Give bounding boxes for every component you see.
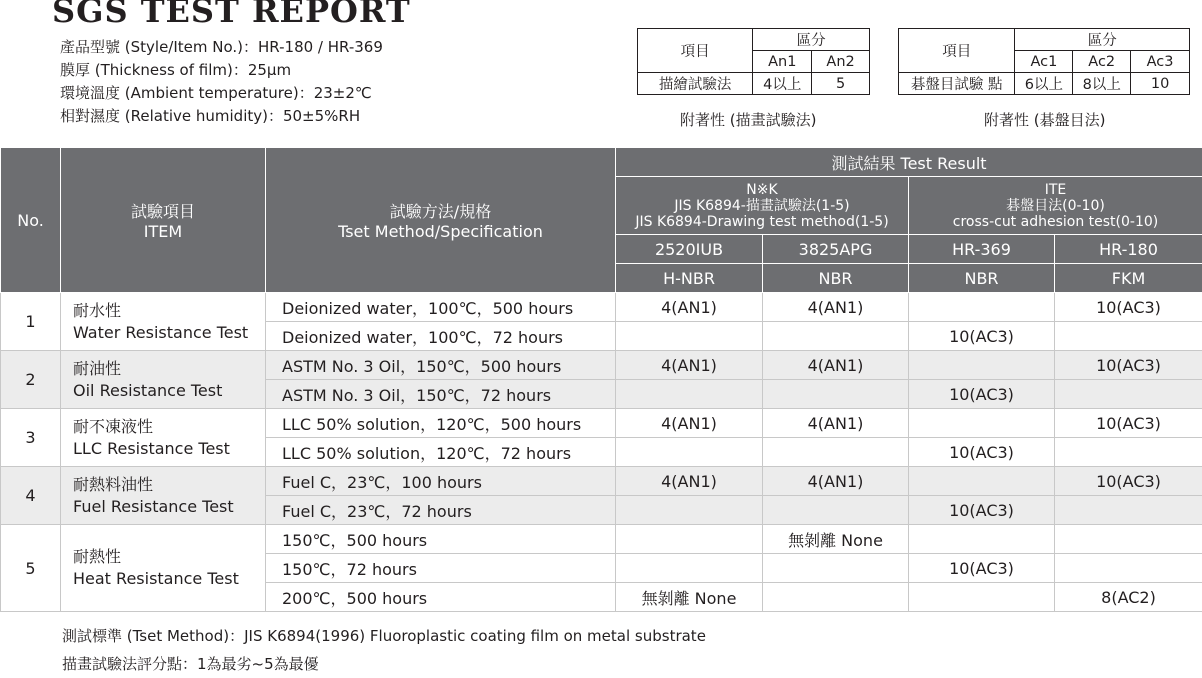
info-thickness: 膜厚 (Thickness of film)：25μm (60, 59, 383, 82)
result-cell (909, 467, 1055, 496)
result-cell (1055, 380, 1202, 409)
header-method-en: Tset Method/Specification (266, 222, 615, 241)
group1-line2: JIS K6894-描畫試驗法(1-5) (616, 198, 908, 214)
test-method: LLC 50% solution，120℃，500 hours (266, 409, 616, 438)
result-cell: 4(AN1) (616, 467, 763, 496)
result-cell (763, 322, 909, 351)
test-item (61, 293, 266, 351)
result-cell (763, 496, 909, 525)
result-cell (616, 322, 763, 351)
mini2-row-label: 碁盤目試驗 點 (899, 73, 1015, 95)
header-no: No. (1, 148, 61, 293)
result-cell: 10(AC3) (1055, 467, 1202, 496)
result-cell: 4(AN1) (763, 409, 909, 438)
result-cell: 無剝離 None (616, 583, 763, 612)
test-item-en: Water Resistance Test (73, 322, 265, 344)
test-item-zh: 耐不凍液性 (73, 416, 265, 438)
test-item (61, 351, 266, 409)
product-info (60, 36, 383, 128)
group2-line3: cross-cut adhesion test(0-10) (909, 214, 1202, 230)
result-cell (909, 583, 1055, 612)
header-drawing-method-group (616, 177, 909, 235)
result-cell (763, 438, 909, 467)
result-cell: 4(AN1) (616, 293, 763, 322)
result-cell: 10(AC3) (909, 554, 1055, 583)
result-cell (1055, 525, 1202, 554)
mini2-value-ac1: 6以上 (1015, 73, 1073, 95)
test-item (61, 467, 266, 525)
result-cell (1055, 438, 1202, 467)
result-cell (616, 496, 763, 525)
info-humidity: 相對濕度 (Relative humidity)：50±5%RH (60, 105, 383, 128)
header-test-result: 測試結果 Test Result (616, 148, 1202, 177)
row-number: 1 (1, 293, 61, 351)
report-title: SGS TEST REPORT (52, 0, 411, 30)
info-style: 產品型號 (Style/Item No.)：HR-180 / HR-369 (60, 36, 383, 59)
result-cell: 10(AC3) (909, 496, 1055, 525)
header-material-1: H-NBR (616, 264, 763, 293)
result-cell: 10(AC3) (1055, 293, 1202, 322)
mini2-caption: 附著性 (碁盤目法) (984, 109, 1105, 130)
result-cell (763, 380, 909, 409)
result-cell (616, 525, 763, 554)
result-cell: 4(AN1) (763, 293, 909, 322)
result-cell (1055, 496, 1202, 525)
mini2-item-header: 項目 (899, 29, 1015, 73)
result-cell (763, 583, 909, 612)
crosscut-grade-table (898, 28, 1190, 95)
row-number: 2 (1, 351, 61, 409)
result-cell: 4(AN1) (616, 351, 763, 380)
mini1-col-an2: An2 (812, 51, 870, 73)
test-method: Deionized water，100℃，72 hours (266, 322, 616, 351)
test-item-zh: 耐油性 (73, 358, 265, 380)
result-cell: 4(AN1) (763, 467, 909, 496)
mini2-group-header: 區分 (1015, 29, 1190, 51)
test-method: 150℃，500 hours (266, 525, 616, 554)
result-cell: 10(AC3) (909, 380, 1055, 409)
mini2-col-ac3: Ac3 (1131, 51, 1190, 73)
mini1-caption: 附著性 (描畫試驗法) (680, 109, 816, 130)
mini1-group-header: 區分 (753, 29, 870, 51)
header-material-3: NBR (909, 264, 1055, 293)
mini1-item-header: 項目 (638, 29, 753, 73)
group1-line3: JIS K6894-Drawing test method(1-5) (616, 214, 908, 230)
result-cell (1055, 322, 1202, 351)
test-method: ASTM No. 3 Oil，150℃，72 hours (266, 380, 616, 409)
result-cell: 10(AC3) (909, 438, 1055, 467)
result-cell: 無剝離 None (763, 525, 909, 554)
result-cell: 4(AN1) (763, 351, 909, 380)
test-method: 200℃，500 hours (266, 583, 616, 612)
drawing-grade-table (637, 28, 870, 95)
header-product-hr180: HR-180 (1055, 235, 1202, 264)
header-material-2: NBR (763, 264, 909, 293)
result-cell (909, 525, 1055, 554)
group2-line1: ITE (909, 182, 1202, 198)
footer-scoring-note: 描畫試驗法評分點：1為最劣~5為最優 (62, 650, 706, 678)
result-cell: 10(AC3) (909, 322, 1055, 351)
header-item (61, 148, 266, 293)
mini1-value-an2: 5 (812, 73, 870, 95)
mini1-value-an1: 4以上 (753, 73, 812, 95)
mini2-col-ac2: Ac2 (1073, 51, 1131, 73)
mini1-row-label: 描繪試驗法 (638, 73, 753, 95)
result-cell: 4(AN1) (616, 409, 763, 438)
row-number: 5 (1, 525, 61, 612)
test-method: Deionized water，100℃，500 hours (266, 293, 616, 322)
result-cell (616, 438, 763, 467)
mini1-col-an1: An1 (753, 51, 812, 73)
header-item-en: ITEM (61, 222, 265, 241)
info-temperature: 環境溫度 (Ambient temperature)：23±2℃ (60, 82, 383, 105)
mini2-value-ac3: 10 (1131, 73, 1190, 95)
header-method-zh: 試驗方法/規格 (266, 199, 615, 222)
footer-test-standard: 測試標準 (Tset Method)：JIS K6894(1996) Fluoroplastic coating film on metal substrate (62, 622, 706, 650)
group2-line2: 碁盤目法(0-10) (909, 198, 1202, 214)
header-product-2520iub: 2520IUB (616, 235, 763, 264)
result-cell (909, 293, 1055, 322)
result-cell (763, 554, 909, 583)
test-item-zh: 耐熱性 (73, 546, 265, 568)
test-method: ASTM No. 3 Oil，150℃，500 hours (266, 351, 616, 380)
header-crosscut-method-group (909, 177, 1202, 235)
test-item-en: Oil Resistance Test (73, 380, 265, 402)
result-cell (616, 380, 763, 409)
test-item (61, 409, 266, 467)
test-method: Fuel C，23℃，100 hours (266, 467, 616, 496)
header-product-hr369: HR-369 (909, 235, 1055, 264)
mini2-col-ac1: Ac1 (1015, 51, 1073, 73)
result-cell: 10(AC3) (1055, 351, 1202, 380)
header-material-4: FKM (1055, 264, 1202, 293)
result-cell (1055, 554, 1202, 583)
mini2-value-ac2: 8以上 (1073, 73, 1131, 95)
test-method: Fuel C，23℃，72 hours (266, 496, 616, 525)
test-item-zh: 耐水性 (73, 300, 265, 322)
header-product-3825apg: 3825APG (763, 235, 909, 264)
test-method: LLC 50% solution，120℃，72 hours (266, 438, 616, 467)
test-item-en: Fuel Resistance Test (73, 496, 265, 518)
header-item-zh: 試驗項目 (61, 199, 265, 222)
test-item-en: LLC Resistance Test (73, 438, 265, 460)
test-method: 150℃，72 hours (266, 554, 616, 583)
header-method (266, 148, 616, 293)
result-cell (909, 409, 1055, 438)
test-item-zh: 耐熱料油性 (73, 474, 265, 496)
test-results-table (0, 147, 1202, 612)
result-cell: 10(AC3) (1055, 409, 1202, 438)
row-number: 3 (1, 409, 61, 467)
test-item (61, 525, 266, 612)
result-cell (616, 554, 763, 583)
test-item-en: Heat Resistance Test (73, 568, 265, 590)
result-cell (909, 351, 1055, 380)
result-cell: 8(AC2) (1055, 583, 1202, 612)
group1-line1: N※K (616, 182, 908, 198)
footer-notes (62, 622, 706, 678)
row-number: 4 (1, 467, 61, 525)
